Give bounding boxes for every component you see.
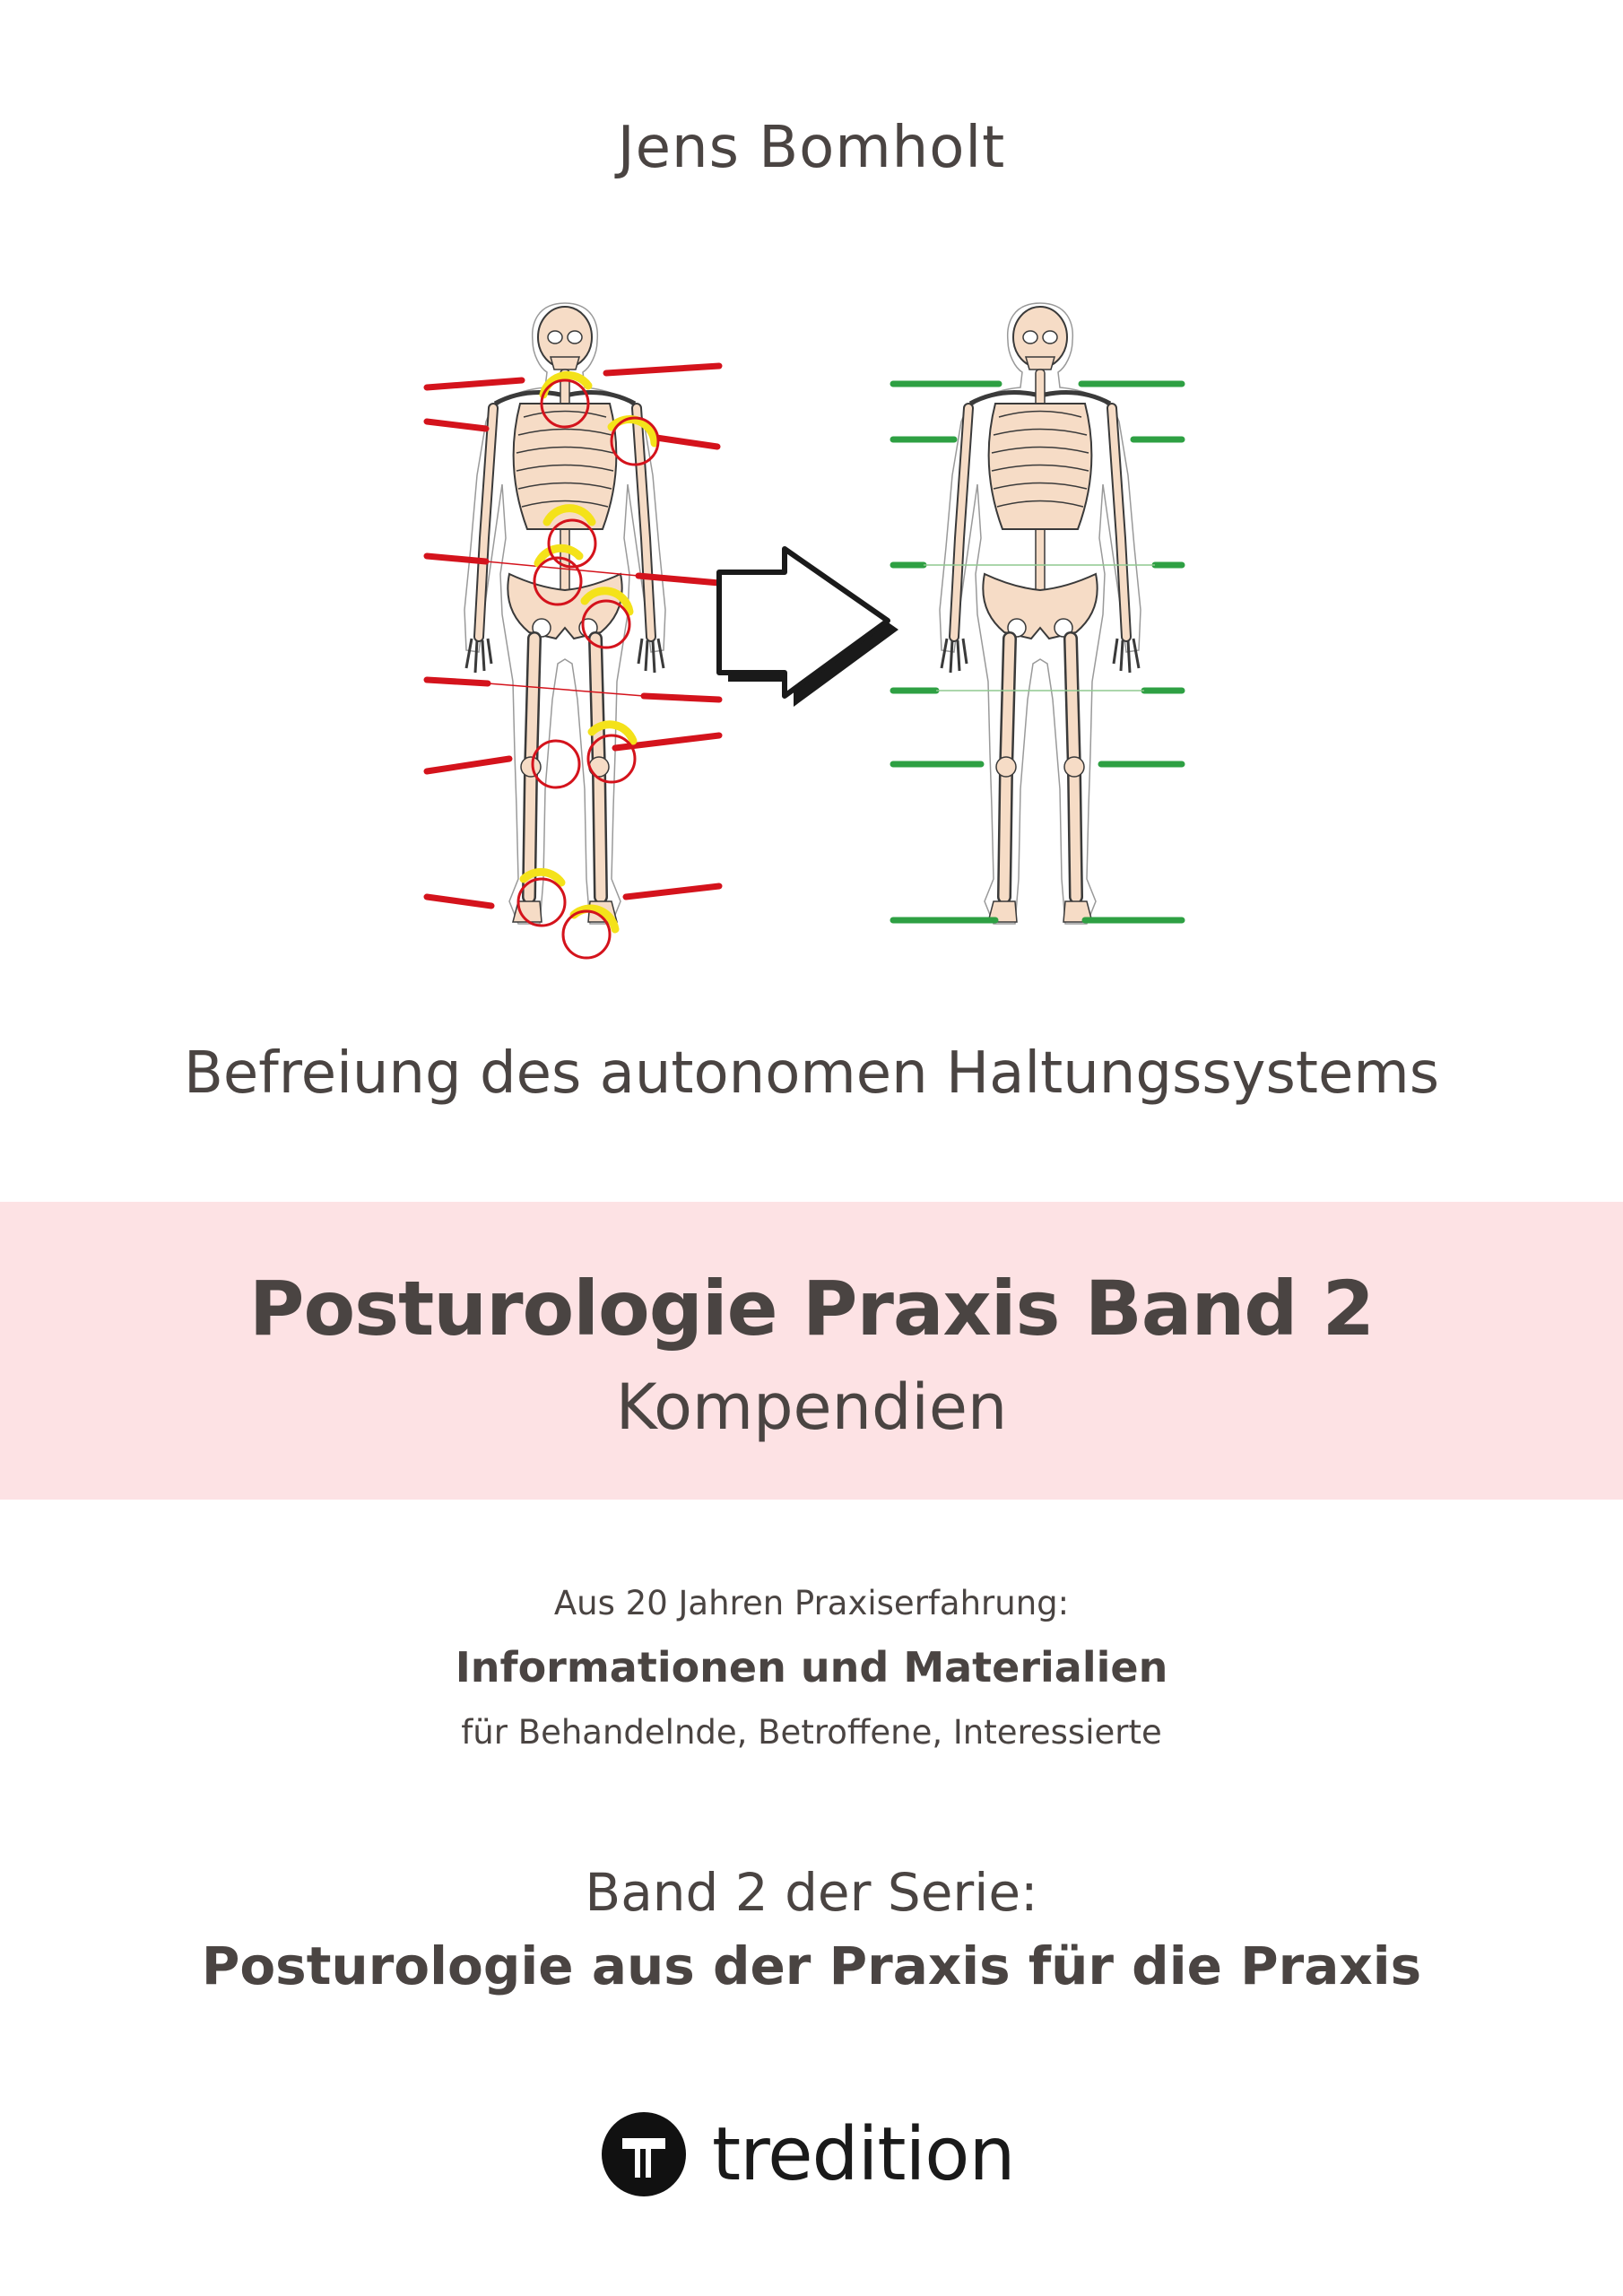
series-intro: Band 2 der Serie:: [585, 1862, 1038, 1923]
info-headline: Informationen und Materialien: [455, 1643, 1168, 1692]
book-title: Posturologie Praxis Band 2: [248, 1265, 1375, 1352]
publisher-name: tredition: [712, 2111, 1015, 2197]
book-title-line2: Kompendien: [615, 1370, 1008, 1444]
tredition-logo-icon: [601, 2111, 687, 2197]
info-audience: für Behandelnde, Betroffene, Interessierte: [461, 1713, 1162, 1752]
book-subtitle: Befreiung des autonomen Haltungssystems: [183, 1040, 1440, 1107]
info-intro: Aus 20 Jahren Praxiserfahrung:: [553, 1584, 1070, 1622]
aligned-skeleton: [940, 303, 1141, 924]
series-title: Posturologie aus der Praxis für die Praxis: [201, 1935, 1422, 1996]
author-name: Jens Bomholt: [617, 115, 1006, 181]
right-arrow-icon: [719, 549, 898, 707]
publisher-mark: [601, 2109, 1014, 2199]
misaligned-skeleton: [464, 303, 665, 924]
posture-illustration: [404, 287, 1211, 969]
